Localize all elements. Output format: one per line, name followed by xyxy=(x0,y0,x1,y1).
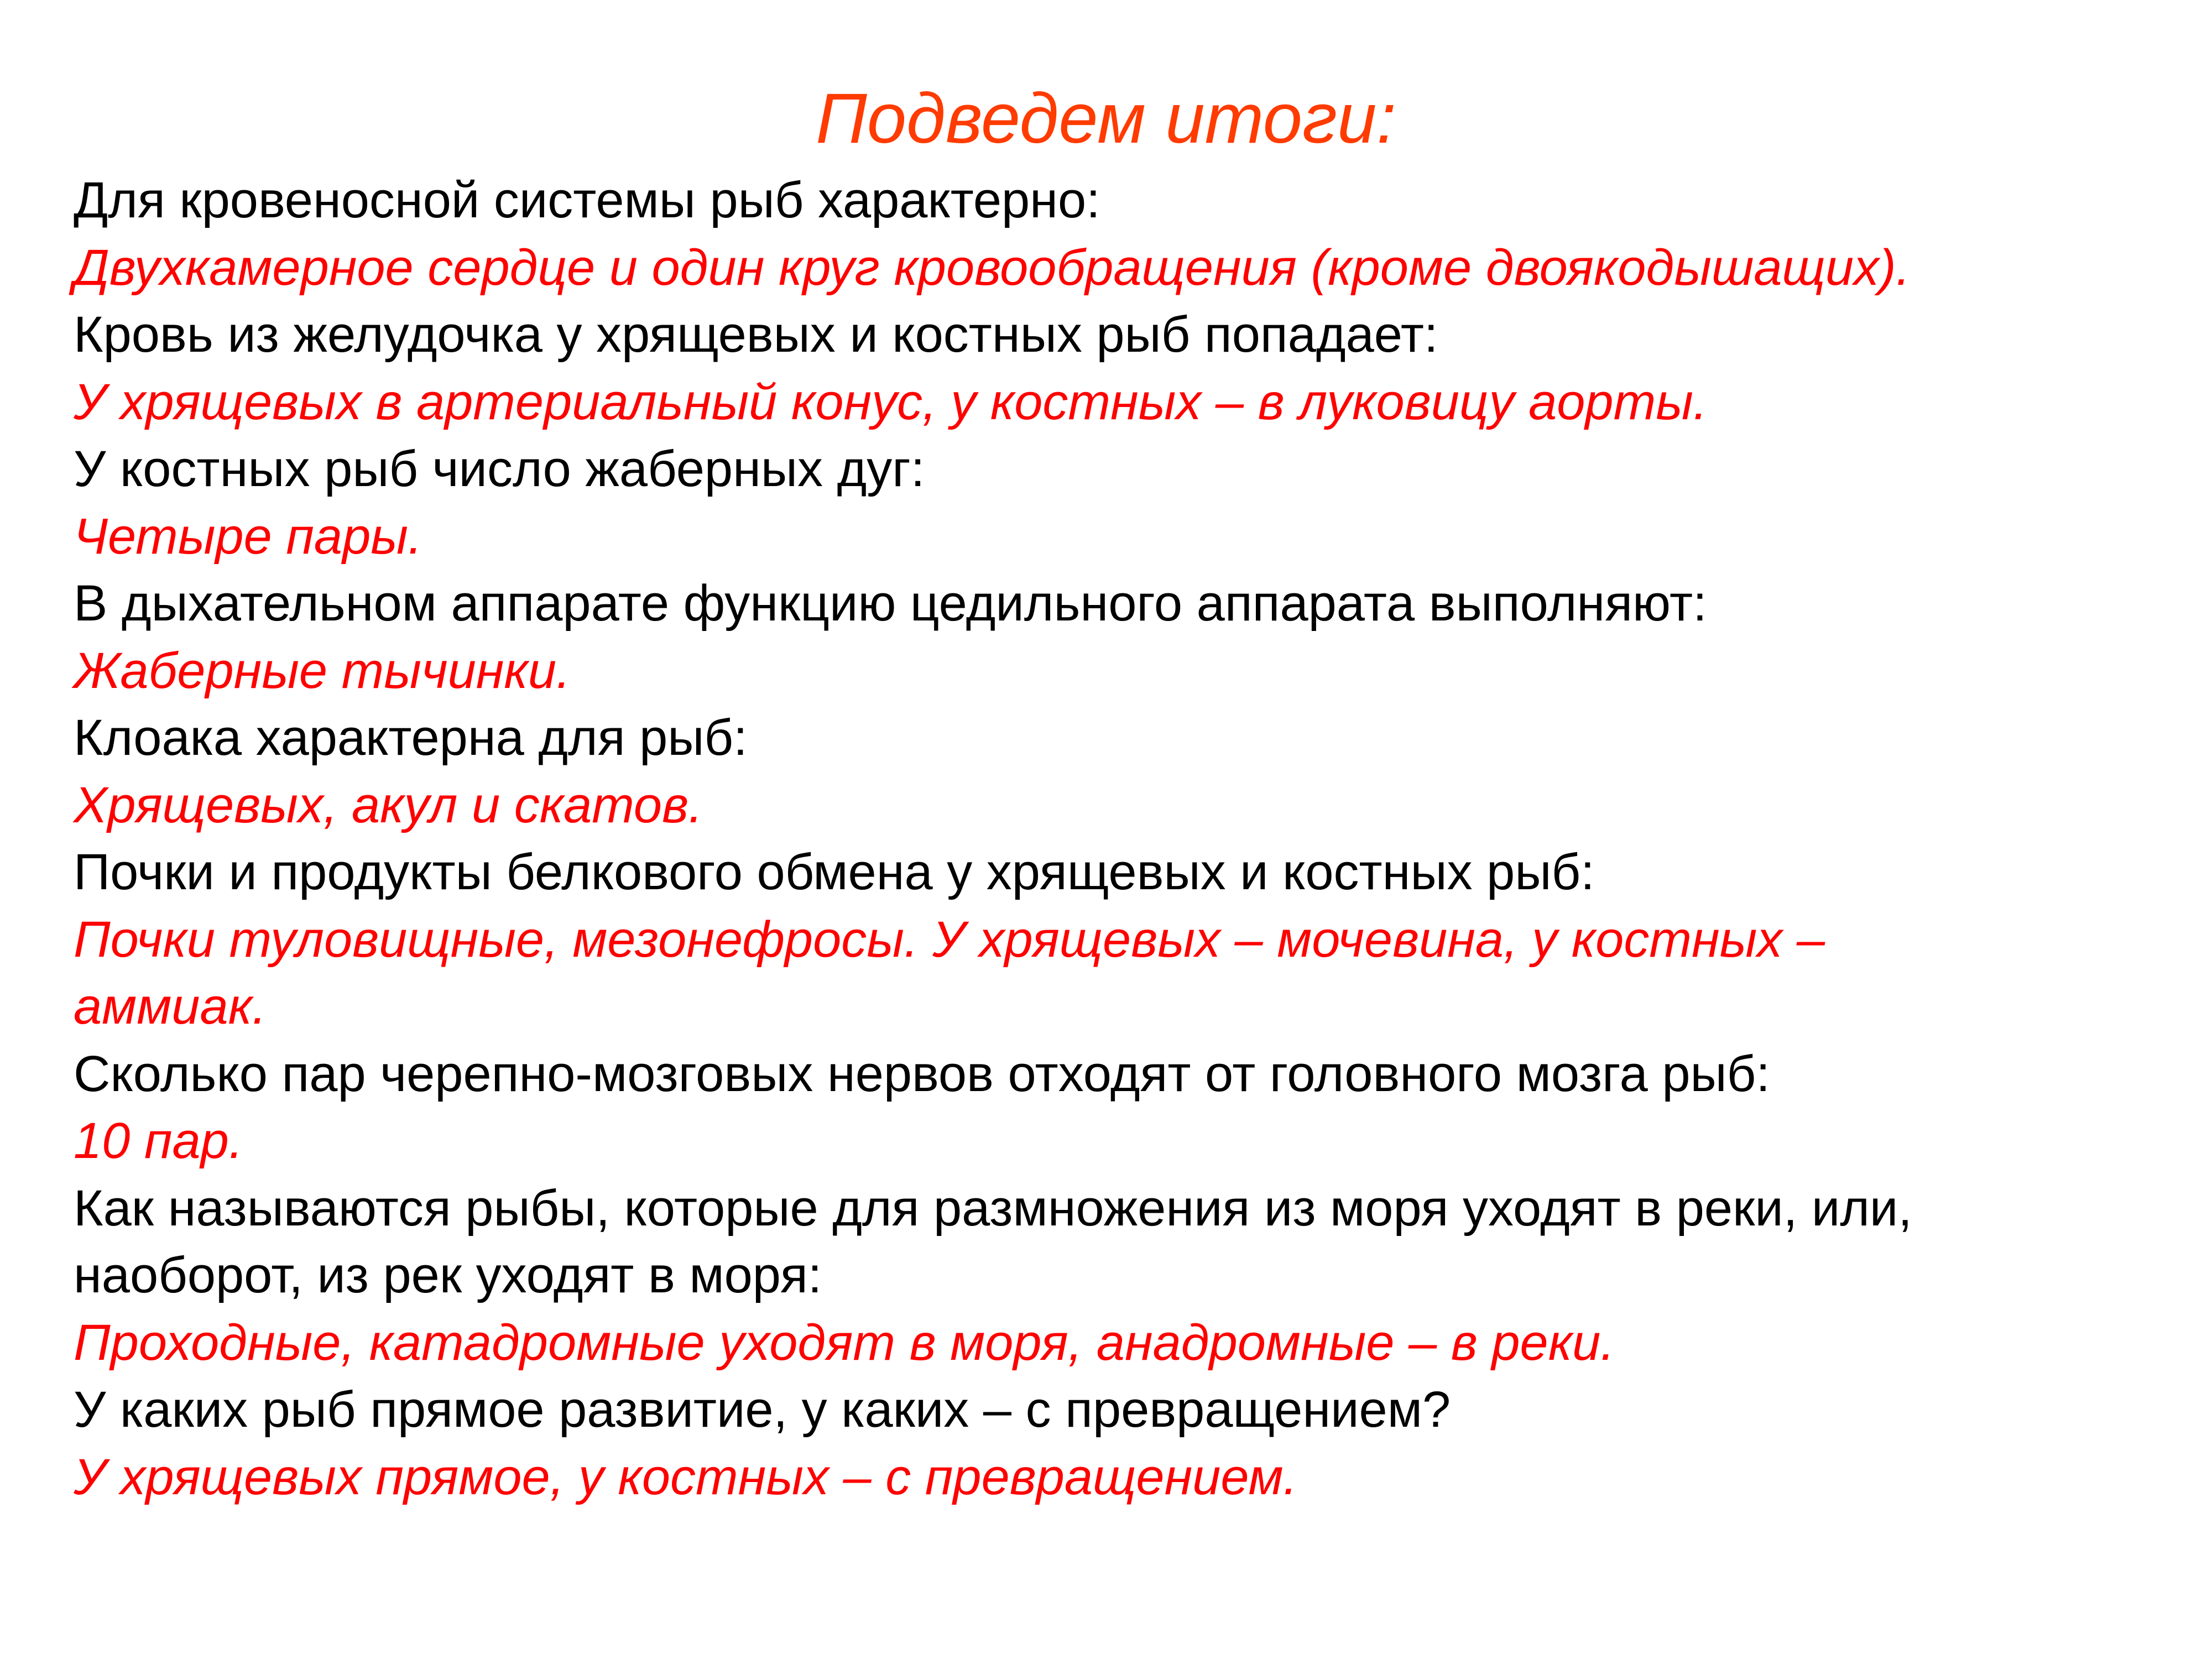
question-8-line-2: наоборот, из рек уходят в моря: xyxy=(74,1247,822,1303)
answer-5: Хрящевых, акул и скатов. xyxy=(74,776,703,833)
question-6: Почки и продукты белкового обмена у хрящевых и костных рыб: xyxy=(74,844,1595,900)
slide-title: Подведем итоги: xyxy=(816,79,1396,158)
question-4: В дыхательном аппарате функцию цедильного аппарата выполняют: xyxy=(74,575,1707,632)
question-8-line-1: Как называются рыбы, которые для размножения из моря уходят в реки, или, xyxy=(74,1180,1912,1237)
question-5: Клоака характерна для рыб: xyxy=(74,709,748,766)
qa-list xyxy=(74,167,2153,1511)
question-9: У каких рыб прямое развитие, у каких – с превращением? xyxy=(74,1381,1451,1438)
answer-6-line-1: Почки туловищные, мезонефросы. У хрящевых – мочевина, у костных – xyxy=(74,911,1825,968)
answer-3: Четыре пары. xyxy=(74,508,422,565)
answer-4: Жаберные тычинки. xyxy=(74,642,571,699)
answer-6-line-2: аммиак. xyxy=(74,978,267,1035)
question-2: Кровь из желудочка у хрящевых и костных рыб попадает: xyxy=(74,306,1438,363)
question-3: У костных рыб число жаберных дуг: xyxy=(74,441,925,497)
answer-7: 10 пар. xyxy=(74,1113,243,1169)
answer-9: У хрящевых прямое, у костных – с превращением. xyxy=(74,1448,1298,1505)
answer-8: Проходные, катадромные уходят в моря, анадромные – в реки. xyxy=(74,1314,1615,1371)
question-7: Сколько пар черепно-мозговых нервов отходят от головного мозга рыб: xyxy=(74,1045,1770,1102)
answer-1: Двухкамерное сердце и один круг кровообращения (кроме двоякодышащих). xyxy=(74,239,1911,296)
answer-2: У хрящевых в артериальный конус, у костных – в луковицу аорты. xyxy=(74,373,1708,430)
question-1: Для кровеносной системы рыб характерно: xyxy=(74,172,1100,228)
